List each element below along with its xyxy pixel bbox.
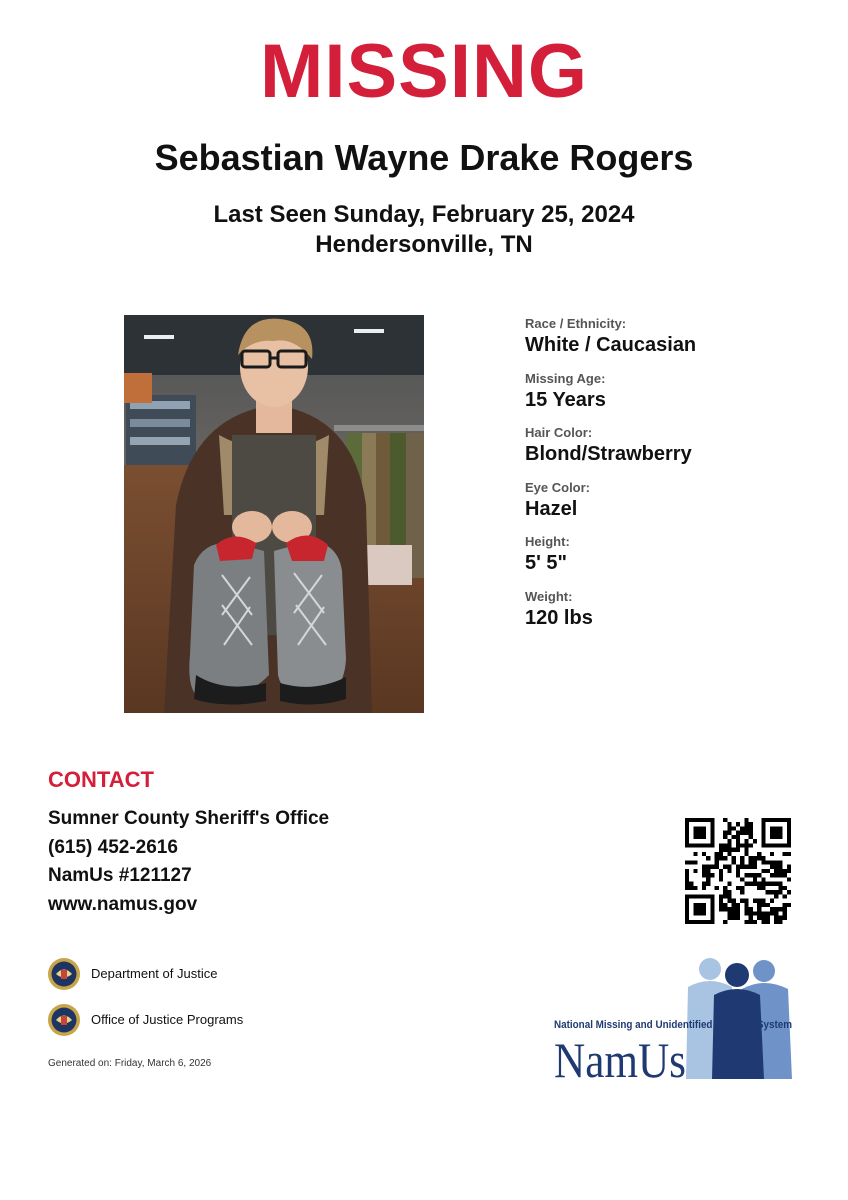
detail-hair-value: Blond/Strawberry xyxy=(525,443,692,465)
detail-weight-value: 120 lbs xyxy=(525,606,593,629)
person-details xyxy=(525,316,825,643)
contact-agency: Sumner County Sheriff's Office xyxy=(48,808,330,829)
namus-wordmark: NamUs xyxy=(554,1032,686,1085)
detail-eyes-label: Eye Color: xyxy=(525,479,591,495)
doj-seal-icon xyxy=(47,957,81,991)
detail-hair-label: Hair Color: xyxy=(525,425,593,440)
person-photo-illustration xyxy=(124,315,424,713)
qr-code-icon xyxy=(685,818,791,924)
detail-eyes-value: Hazel xyxy=(525,497,578,520)
detail-height-label: Height: xyxy=(525,534,570,549)
contact-phone[interactable]: (615) 452-2616 xyxy=(48,837,178,858)
namus-logo-graphic xyxy=(552,955,800,1085)
missing-person-name: Sebastian Wayne Drake Rogers xyxy=(154,137,694,178)
detail-weight xyxy=(525,589,825,644)
detail-height xyxy=(525,534,825,589)
detail-age xyxy=(525,371,825,426)
detail-race-label: Race / Ethnicity: xyxy=(525,316,627,331)
last-seen-location: Hendersonville, TN xyxy=(315,231,533,258)
detail-age-value: 15 Years xyxy=(525,388,606,411)
contact-heading: CONTACT xyxy=(48,767,154,792)
contact-website-link[interactable]: www.namus.gov xyxy=(48,894,198,915)
agency-doj xyxy=(47,957,217,991)
detail-weight-label: Weight: xyxy=(525,588,573,604)
detail-race xyxy=(525,316,825,371)
last-seen-block xyxy=(0,200,848,260)
poster-headline: MISSING xyxy=(260,29,588,114)
detail-height-value: 5' 5" xyxy=(525,552,568,574)
qr-code[interactable] xyxy=(685,818,791,924)
detail-eyes xyxy=(525,480,825,535)
generated-date: Generated on: Friday, March 6, 2026 xyxy=(48,1058,212,1069)
agency-ojp xyxy=(47,1003,243,1037)
namus-tagline: National Missing and Unidentified Persons System xyxy=(554,1019,793,1031)
ojp-seal-icon xyxy=(47,1003,81,1037)
person-photo xyxy=(124,315,424,713)
agency-ojp-label: Office of Justice Programs xyxy=(91,1012,244,1027)
detail-hair xyxy=(525,425,825,480)
namus-logo xyxy=(552,955,800,1085)
detail-age-label: Missing Age: xyxy=(525,370,606,386)
last-seen-date: Last Seen Sunday, February 25, 2024 xyxy=(213,201,635,228)
contact-case-number: NamUs #121127 xyxy=(48,865,192,886)
detail-race-value: White / Caucasian xyxy=(525,334,697,356)
agency-doj-label: Department of Justice xyxy=(91,966,218,981)
